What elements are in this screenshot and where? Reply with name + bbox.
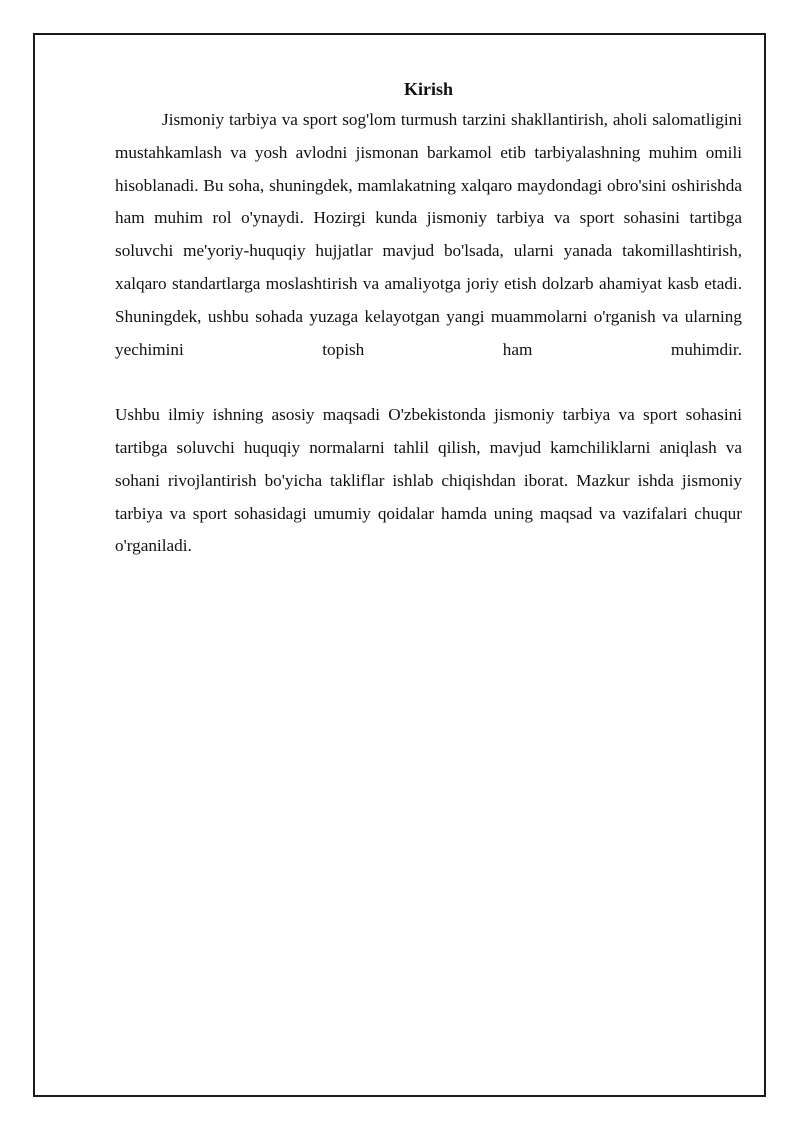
paragraph-spacer: [115, 366, 742, 399]
paragraph-intro: Jismoniy tarbiya va sport sog'lom turmush tarzini shakllantirish, aholi salomatligini mustahkamlash va yosh avlodni jismonan barkamol etib tarbiyalashning muhim omili hisoblanadi. Bu soha, shuningdek, mamlakatning xalqaro maydondagi obro'sini oshirishda ham muhim rol o'ynaydi. Hozirgi kunda jismoniy tarbiya va sport sohasini tartibga soluvchi me'yoriy-huquqiy hujjatlar mavjud bo'lsada, ularni yanada takomillashtirish, xalqaro standartlarga moslashtirish va amaliyotga joriy etish dolzarb ahamiyat kasb etadi. Shuningdek, ushbu sohada yuzaga kelayotgan yangi muammolarni o'rganish va ularning yechimini topish ham muhimdir.: [115, 110, 742, 359]
document-body: [115, 74, 742, 563]
document-title: Kirish: [403, 79, 453, 99]
paragraph-goal: Ushbu ilmiy ishning asosiy maqsadi O'zbekistonda jismoniy tarbiya va sport sohasini tartibga soluvchi huquqiy normalarni tahlil qilish, mavjud kamchiliklarni aniqlash va sohani rivojlantirish bo'yicha takliflar ishlab chiqishdan iborat. Mazkur ishda jismoniy tarbiya va sport sohasidagi umumiy qoidalar hamda uning maqsad va vazifalari chuqur o'rganiladi.: [115, 405, 742, 556]
